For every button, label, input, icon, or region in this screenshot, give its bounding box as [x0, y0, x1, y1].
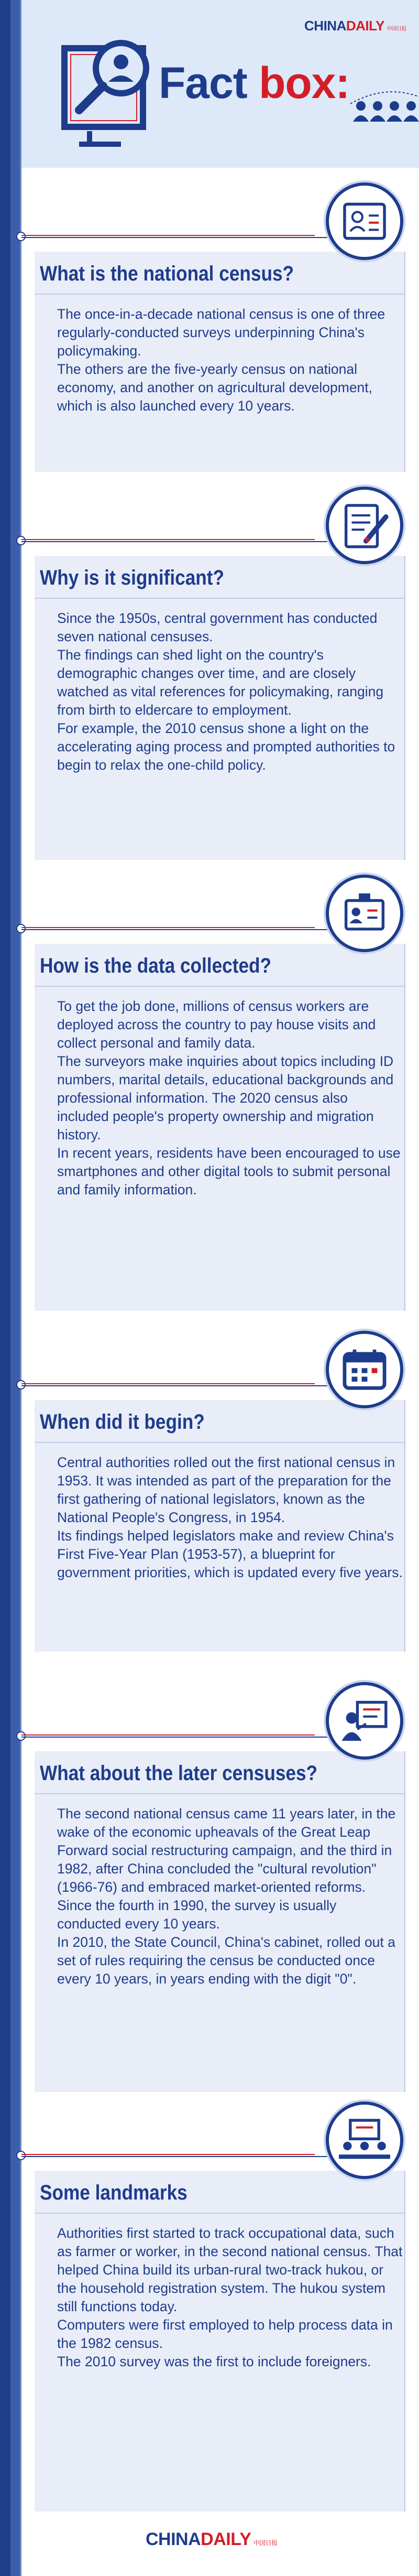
section-title: Why is it significant?: [40, 566, 225, 589]
id-card-icon: [329, 186, 400, 257]
section-divider-blue: [21, 2156, 357, 2157]
section-divider-blue: [21, 1737, 357, 1738]
section-icon-circle: [326, 1682, 403, 1760]
id-badge-icon: [329, 878, 400, 949]
section-title: When did it begin?: [40, 1410, 205, 1433]
section-icon-circle: [326, 1331, 403, 1408]
section-icon-circle: [326, 182, 403, 260]
section-body: Authorities first started to track occupational data, such as farmer or worker, in the second national census. That helped China build its urban-rural two-track hukou, or the household registration system. The hukou system still functions today. Computers were first employed to help process data in the 1982 census. The 2010 survey was the first to include foreigners.: [57, 2225, 403, 2369]
people-group-icon: [350, 88, 419, 125]
left-rail-inner: [10, 0, 20, 2576]
title-underline: [35, 986, 404, 987]
section-divider-blue: [21, 237, 357, 238]
section-divider-red: [21, 539, 315, 540]
timeline-dot: [16, 1380, 26, 1389]
footer-brand-logo: CHINADAILY 中国日报: [146, 2529, 278, 2549]
section-what-is-census: [21, 178, 419, 472]
section-landmarks: [21, 2097, 419, 2517]
timeline-dot: [16, 232, 26, 241]
section-divider-blue: [21, 1385, 357, 1386]
section-body: Central authorities rolled out the first national census in 1953. It was intended as part of the preparation for the first gathering of national legislators, known as the National People's Congress, in 1954. Its findings helped legislators make and review China's First Five-Year Plan (1953-57), a blueprint for government priorities, which is updated every five years.: [57, 1454, 403, 1580]
left-rail: [0, 0, 10, 2576]
section-body: The second national census came 11 years later, in the wake of the economic upheavals of the Great Leap Forward social restructuring campaign, and the third in 1982, after China concluded the "cultural revolution" (1966-76) and embraced market-oriented reforms. Since the fourth in 1990, the survey is usually conducted every 10 years. In 2010, the State Council, China's cabinet, rolled out a set of rules requiring the census be conducted once every 10 years, in years ending with the digit "0".: [57, 1806, 396, 1987]
header-brand-logo: CHINADAILY 中国日报: [304, 18, 406, 34]
document-pencil-icon: [329, 490, 400, 561]
section-divider-blue: [21, 541, 357, 542]
section-when-begin: [21, 1327, 419, 1662]
section-later-censuses: [21, 1678, 419, 2097]
section-icon-circle: [326, 2101, 403, 2179]
title-underline: [35, 294, 404, 295]
timeline-dot: [16, 1731, 26, 1741]
calendar-icon: [329, 1334, 400, 1405]
section-title: What about the later censuses?: [40, 1762, 318, 1785]
section-icon-circle: [326, 875, 403, 952]
timeline-dot: [16, 2151, 26, 2160]
presenter-board-icon: [329, 1685, 400, 1756]
title-underline: [35, 1442, 404, 1443]
section-how-collected: [21, 870, 419, 1327]
section-title: Some landmarks: [40, 2181, 188, 2204]
title-underline: [35, 598, 404, 599]
section-body: Since the 1950s, central government has conducted seven national censuses. The findings can shed light on the country's demographic changes over time, and are closely watched as vital references for policymaking, ranging from birth to eldercare to employment. For example, the 2010 census shone a light on the accelerating aging process and prompted authorities to begin to relax the one-child policy.: [57, 610, 395, 773]
section-divider-red: [21, 927, 315, 928]
section-body: To get the job done, millions of census workers are deployed across the country to pay house visits and collect personal and family data. The surveyors make inquiries about topics including ID numbers, marital details, educational backgrounds and professional information. The 2020 census also included people's property ownership and migration history. In recent years, residents have been encouraged to use smartphones and other digital tools to submit personal and family information.: [57, 998, 401, 1198]
title-underline: [35, 2213, 404, 2214]
section-body: The once-in-a-decade national census is one of three regularly-conducted surveys underpinning China's policymaking. The others are the five-yearly census on national economy, and another on agricultural development, which is also launched every 10 years.: [57, 306, 385, 414]
section-icon-circle: [326, 487, 403, 564]
section-divider-red: [21, 2154, 315, 2155]
section-divider-red: [21, 1383, 315, 1384]
section-divider-blue: [21, 929, 357, 930]
meeting-icon: [329, 2105, 400, 2176]
header-banner: [21, 0, 419, 168]
section-title: How is the data collected?: [40, 954, 272, 977]
section-title: What is the national census?: [40, 262, 294, 285]
section-why-significant: [21, 482, 419, 870]
section-divider-red: [21, 1734, 315, 1736]
fact-box-title: Fact box:: [159, 58, 350, 107]
section-divider-red: [21, 235, 315, 236]
title-underline: [35, 1793, 404, 1794]
timeline-dot: [16, 924, 26, 933]
search-person-icon: [58, 31, 163, 147]
timeline-dot: [16, 536, 26, 545]
